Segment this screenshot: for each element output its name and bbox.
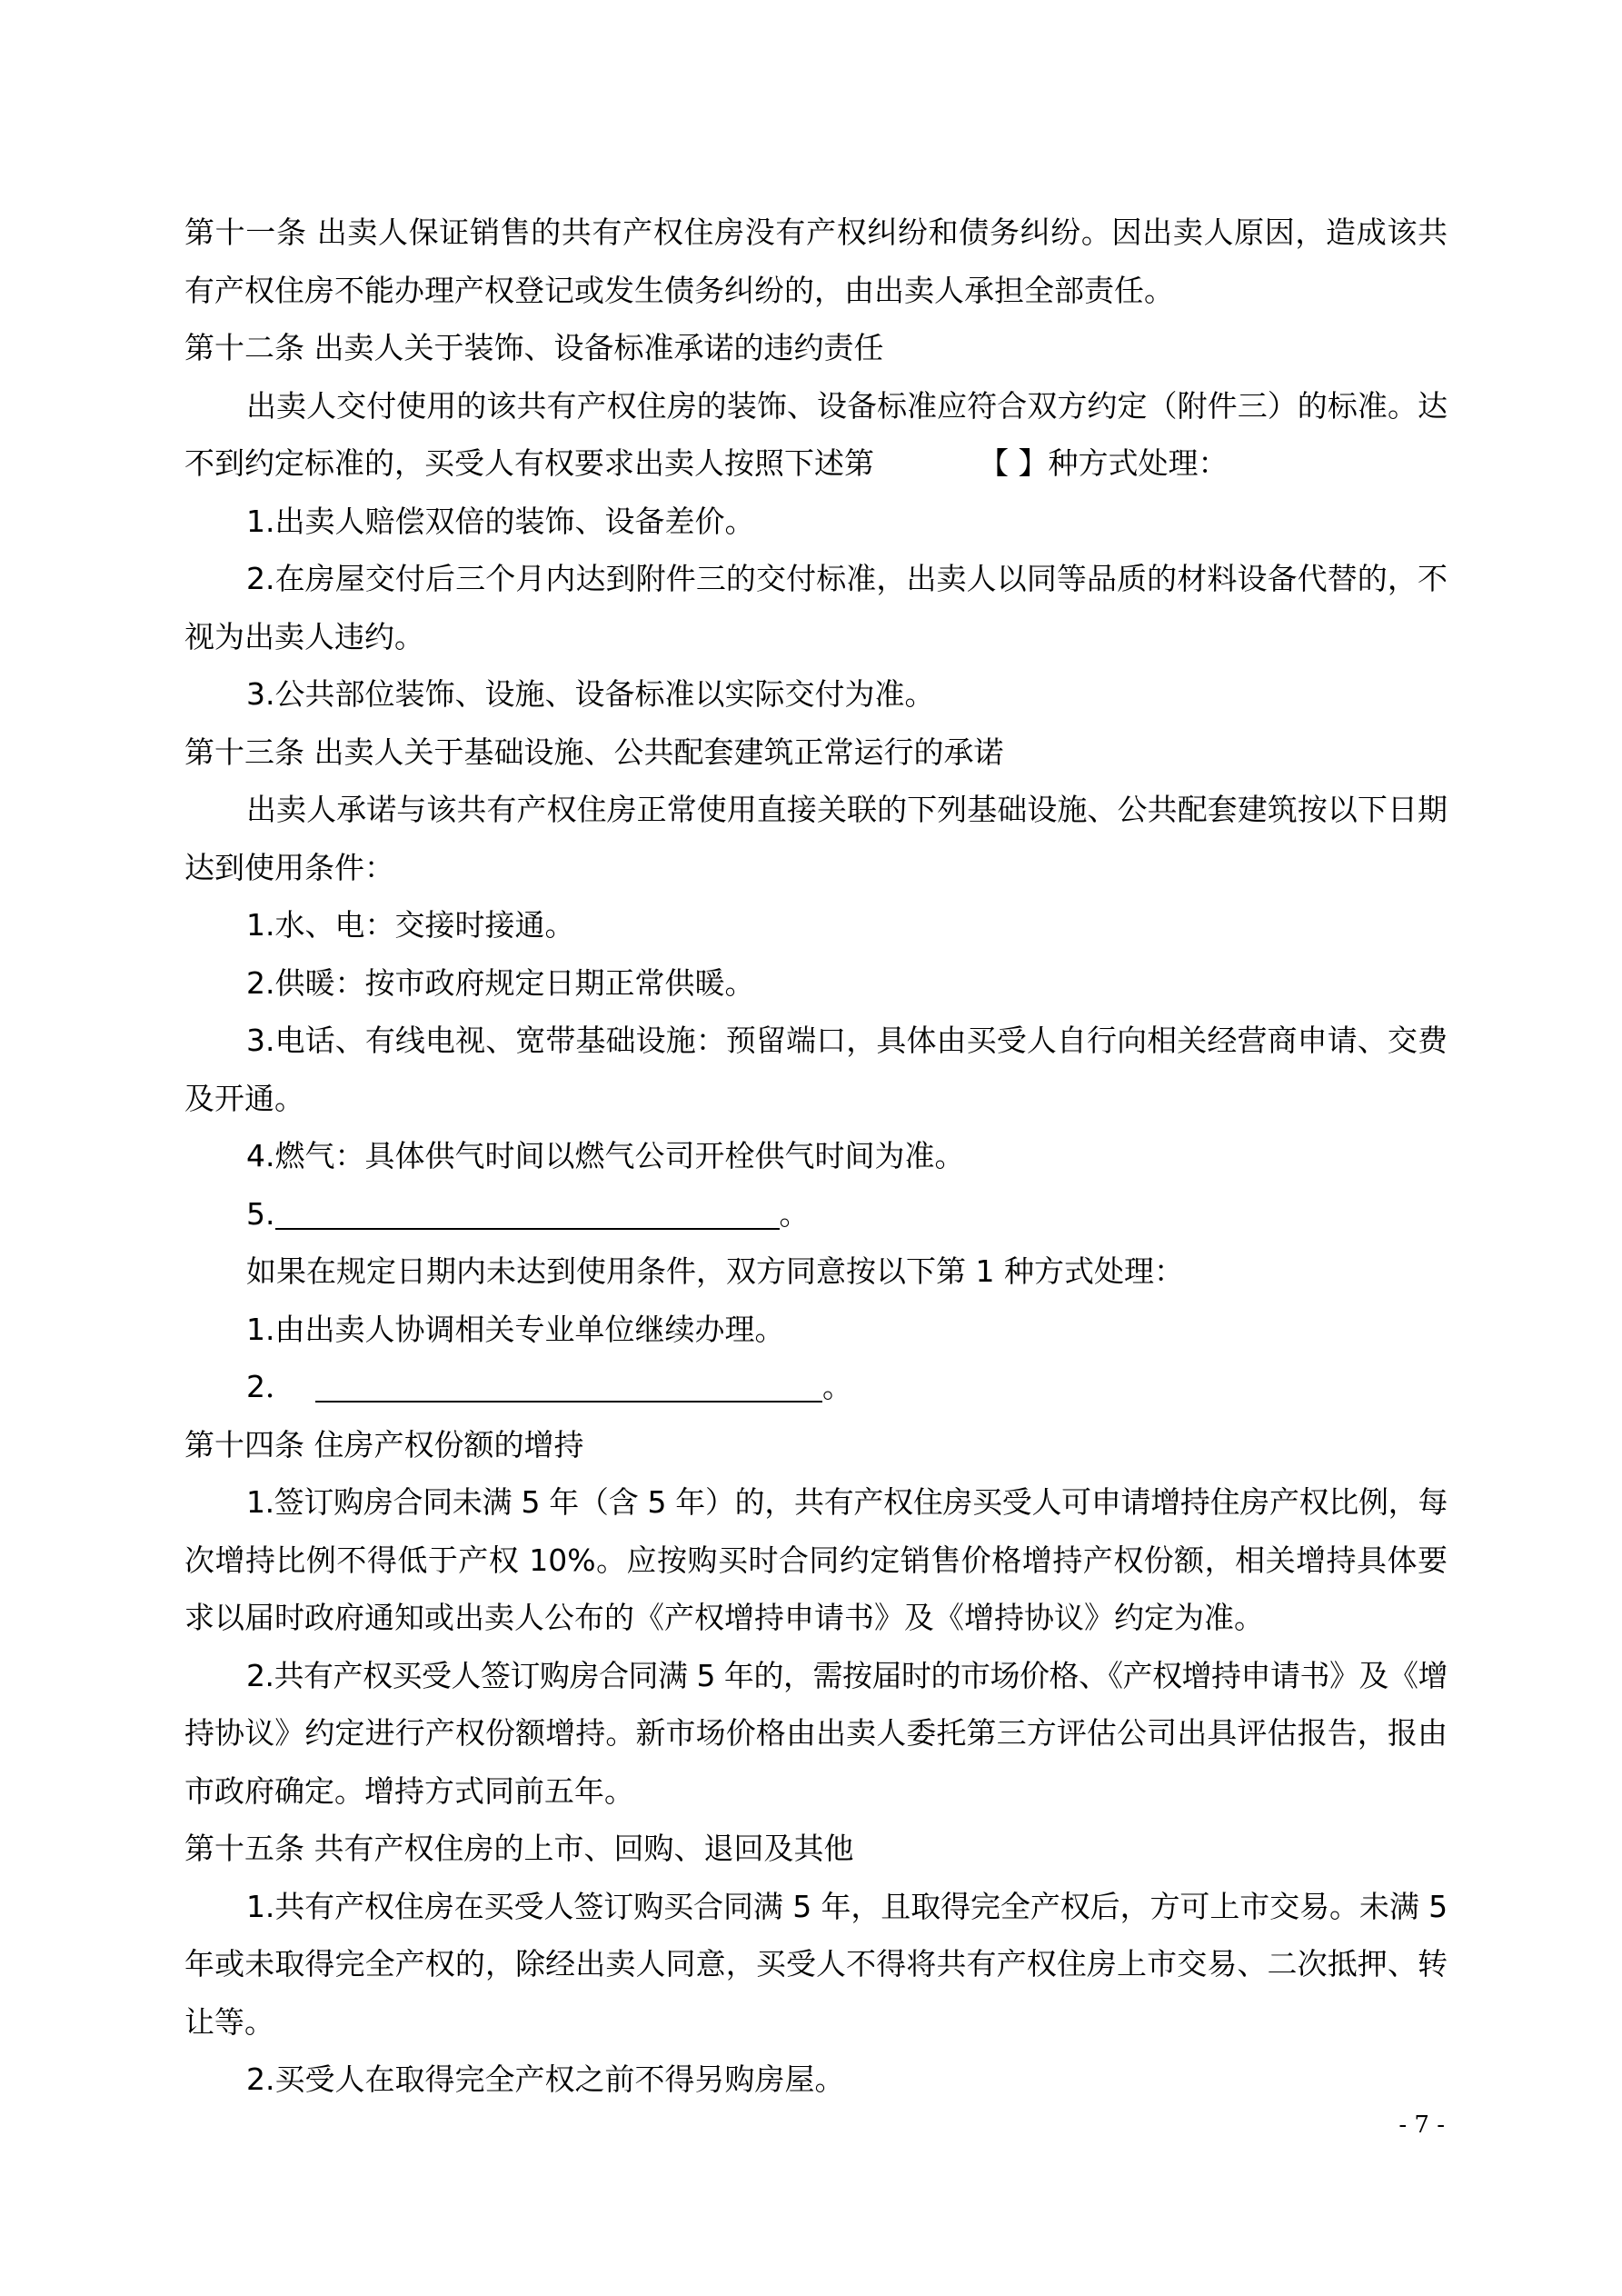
list-item-cont: 市政府确定。增持方式同前五年。: [184, 1772, 634, 1809]
item-number: 5.: [246, 1195, 275, 1232]
list-item: 2.供暖：按市政府规定日期正常供暖。: [246, 964, 755, 1001]
list-item: 2.在房屋交付后三个月内达到附件三的交付标准，出卖人以同等品质的材料设备代替的，不: [246, 561, 1448, 596]
list-item-cont: 年或未取得完全产权的，除经出卖人同意，买受人不得将共有产权住房上市交易、二次抵押、转: [184, 1946, 1448, 1982]
item-number: 2．: [246, 1369, 295, 1404]
article-15-heading: 第十五条 共有产权住房的上市、回购、退回及其他: [184, 1831, 854, 1866]
paragraph-line: 如果在规定日期内未达到使用条件，双方同意按以下第 1 种方式处理：: [246, 1253, 1184, 1289]
period: 。: [779, 1195, 810, 1232]
list-item-blank: [184, 1185, 1448, 1243]
paragraph-line: 达到使用条件：: [184, 849, 394, 885]
period: 。: [822, 1369, 852, 1404]
article-11-line: 第十一条 出卖人保证销售的共有产权住房没有产权纠纷和债务纠纷。因出卖人原因，造成该共: [184, 215, 1448, 250]
list-item: 1.水、电：交接时接通。: [246, 907, 575, 943]
list-item: 3.公共部位装饰、设施、设备标准以实际交付为准。: [246, 676, 935, 712]
article-14-heading: 第十四条 住房产权份额的增持: [184, 1426, 584, 1462]
list-item: 2.共有产权买受人签订购房合同满 5 年的，需按届时的市场价格、《产权增持申请书》及《增: [246, 1657, 1448, 1693]
list-item-blank: [184, 1358, 1448, 1416]
list-item: 1.由出卖人协调相关专业单位继续办理。: [246, 1311, 785, 1347]
paragraph-line: 出卖人交付使用的该共有产权住房的装饰、设备标准应符合双方约定（附件三）的标准。达: [246, 387, 1448, 424]
list-item-cont: 求以届时政府通知或出卖人公布的《产权增持申请书》及《增持协议》约定为准。: [184, 1600, 1264, 1635]
paragraph-line: 出卖人承诺与该共有产权住房正常使用直接关联的下列基础设施、公共配套建筑按以下日期: [246, 792, 1448, 827]
list-item: 1.签订购房合同未满 5 年（含 5 年）的，共有产权住房买受人可申请增持住房产权比例，每: [246, 1484, 1448, 1520]
list-item-cont: 视为出卖人违约。: [184, 618, 424, 654]
list-item: 4.燃气：具体供气时间以燃气公司开栓供气时间为准。: [246, 1138, 965, 1173]
text: 不到约定标准的，买受人有权要求出卖人按照下述第: [184, 445, 874, 481]
option-bracket[interactable]: 【 】种方式处理：: [979, 445, 1229, 481]
document-body: [184, 204, 1448, 2109]
list-item: 1.共有产权住房在买受人签订购买合同满 5 年，且取得完全产权后，方可上市交易。未满 5: [246, 1888, 1448, 1924]
article-11-line: 有产权住房不能办理产权登记或发生债务纠纷的，由出卖人承担全部责任。: [184, 272, 1174, 308]
page-number: - 7 -: [1398, 2111, 1445, 2139]
list-item-cont: 持协议》约定进行产权份额增持。新市场价格由出卖人委托第三方评估公司出具评估报告，报由: [184, 1715, 1448, 1751]
list-item-cont: 让等。: [184, 2003, 274, 2040]
list-item-cont: 次增持比例不得低于产权 10%。应按购买时合同约定销售价格增持产权份额，相关增持具体要: [184, 1542, 1448, 1578]
list-item: 1.出卖人赔偿双倍的装饰、设备差价。: [246, 503, 755, 539]
article-12-heading: 第十二条 出卖人关于装饰、设备标准承诺的违约责任: [184, 330, 884, 365]
list-item: 3.电话、有线电视、宽带基础设施：预留端口，具体由买受人自行向相关经营商申请、交费: [246, 1023, 1448, 1058]
list-item: 2.买受人在取得完全产权之前不得另购房屋。: [246, 2061, 845, 2097]
fill-in-blank[interactable]: [315, 1364, 822, 1403]
article-13-heading: 第十三条 出卖人关于基础设施、公共配套建筑正常运行的承诺: [184, 734, 1004, 770]
fill-in-blank[interactable]: [275, 1192, 780, 1230]
list-item-cont: 及开通。: [184, 1080, 304, 1116]
paragraph-line: [184, 434, 1448, 493]
